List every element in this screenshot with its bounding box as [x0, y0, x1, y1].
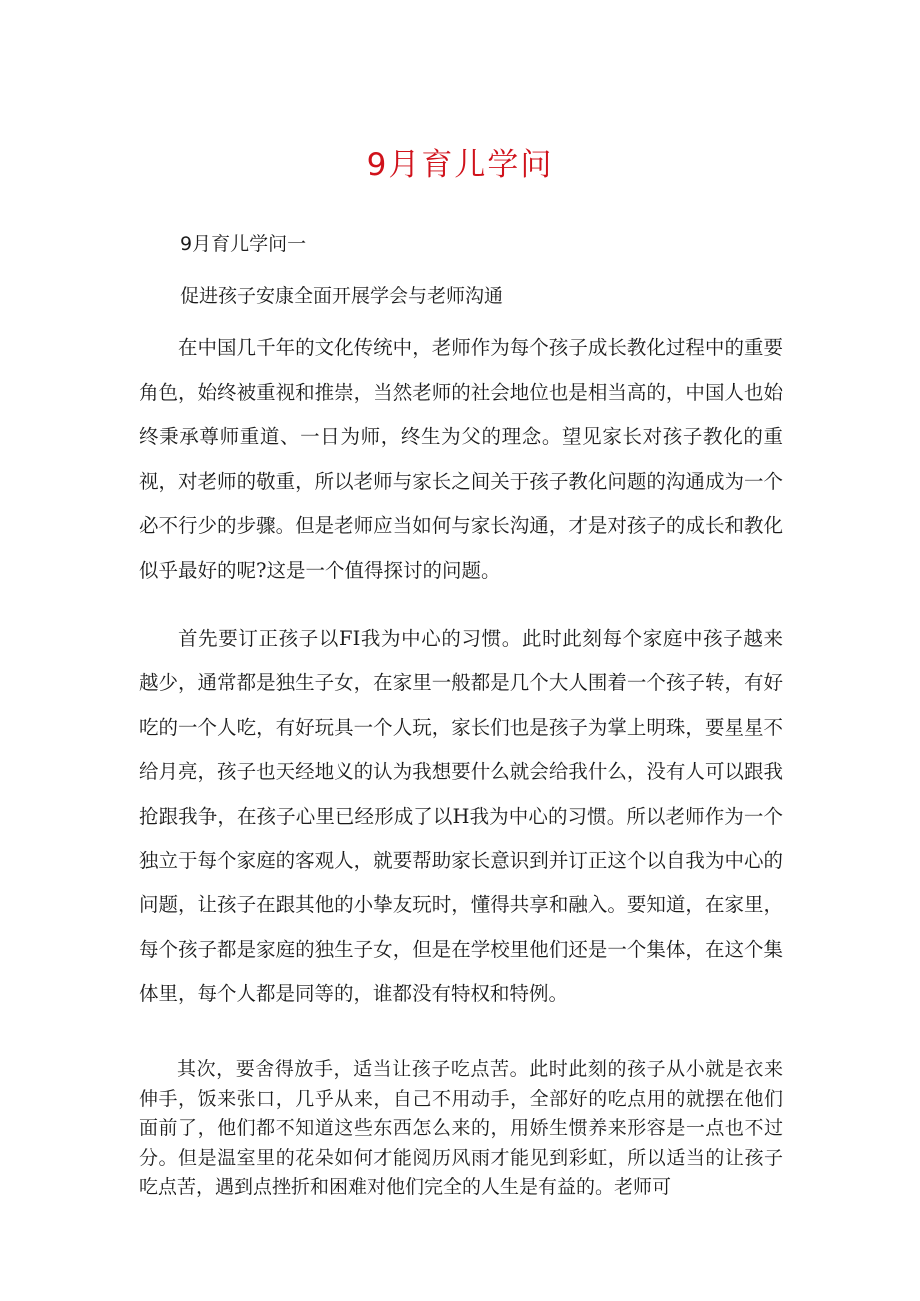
paragraph-2: 首先要订正孩子以FI我为中心的习惯。此时此刻每个家庭中孩子越来越少，通常都是独生子女，在家里一般都是几个大人围着一个孩子转，有好吃的一个人吃，有好玩具一个人玩，家长们也是孩子为掌上明珠，要星星不给月亮，孩子也天经地义的认为我想要什么就会给我什么，没有人可以跟我抢跟我争，在孩子心里已经形成了以H我为中心的习惯。所以老师作为一个独立于每个家庭的客观人，就要帮助家长意识到并订正这个以自我为中心的问题，让孩子在跟其他的小挚友玩时，懂得共享和融入。要知道，在家里，每个孩子都是家庭的独生子女，但是在学校里他们还是一个集体，在这个集体里，每个人都是同等的，谁都没有特权和特例。 [139, 627, 783, 1006]
paragraph-1: 在中国几千年的文化传统中，老师作为每个孩子成长教化过程中的重要角色，始终被重视和推崇，当然老师的社会地位也是相当高的，中国人也始终秉承尊师重道、一日为师，终生为父的理念。望见家长对孩子教化的重视，对老师的敬重，所以老师与家长之间关于孩子教化问题的沟通成为一个必不行少的步骤。但是老师应当如何与家长沟通，才是对孩子的成长和教化似乎最好的呢?这是一个值得探讨的问题。 [139, 336, 783, 582]
section-subtitle: 9月育儿学问一 [180, 233, 307, 255]
section-heading: 促进孩子安康全面开展学会与老师沟通 [180, 285, 504, 307]
document-title: 9月育儿学问 [366, 147, 554, 183]
paragraph-3: 其次，要舍得放手，适当让孩子吃点苦。此时此刻的孩子从小就是衣来伸手，饭来张口，几乎从来，自己不用动手，全部好的吃点用的就摆在他们面前了，他们都不知道这些东西怎么来的，用娇生惯养来形容是一点也不过分。但是温室里的花朵如何才能阅历风雨才能见到彩虹，所以适当的让孩子吃点苦，遇到点挫折和困难对他们完全的人生是有益的。老师可 [139, 1058, 783, 1198]
